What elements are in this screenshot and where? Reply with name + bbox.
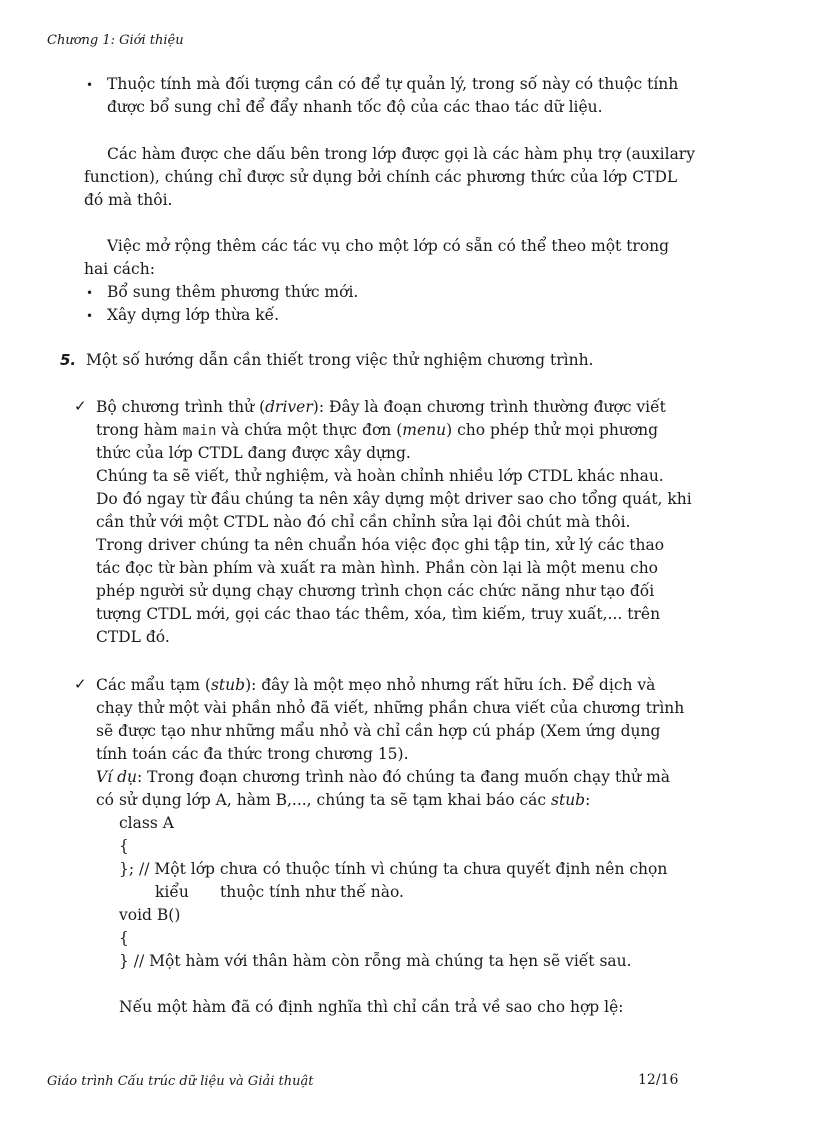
bullet-icon: • [86,309,94,323]
paragraph-line: Nếu một hàm đã có định nghĩa thì chỉ cần trả về sao cho hợp lệ: [119,998,624,1016]
section-number: 5. [60,351,77,369]
bullet-line: Xây dựng lớp thừa kế. [107,306,280,324]
bullet-line: Bổ sung thêm phương thức mới. [107,283,359,301]
check-item-line: sẽ được tạo như những mẩu nhỏ và chỉ cần hợp cú pháp (Xem ứng dụng [96,722,661,740]
check-item-line: tượng CTDL mới, gọi các thao tác thêm, xóa, tìm kiếm, truy xuất,... trên [96,605,661,623]
check-item-line: CTDL đó. [96,628,170,646]
paragraph-line: function), chúng chỉ được sử dụng bởi chính các phương thức của lớp CTDL [84,168,678,186]
bullet-line: được bổ sung chỉ để đẩy nhanh tốc độ của các thao tác dữ liệu. [107,98,603,116]
check-item-line: thức của lớp CTDL đang được xây dựng. [96,444,411,462]
running-header: Chương 1: Giới thiệu [47,33,184,48]
example-line: Ví dụ: Trong đoạn chương trình nào đó chúng ta đang muốn chạy thử mà [96,768,671,786]
checkmark-icon: ✓ [74,675,87,693]
check-item-line: cần thử với một CTDL nào đó chỉ cần chỉnh sửa lại đôi chút mà thôi. [96,513,631,531]
bullet-line: Thuộc tính mà đối tượng cần có để tự quản lý, trong số này có thuộc tính [107,75,679,93]
code-line: void B() [119,906,181,924]
page-number: 12/16 [638,1072,679,1088]
check-item-line: tính toán các đa thức trong chương 15). [96,745,409,763]
check-item-line: Các mẩu tạm (stub): đây là một mẹo nhỏ nhưng rất hữu ích. Để dịch và [96,676,656,694]
bullet-icon: • [86,286,94,300]
code-line: kiểu [155,883,189,901]
code-line: } // Một hàm với thân hàm còn rỗng mà chúng ta hẹn sẽ viết sau. [119,952,632,970]
check-item-line: Do đó ngay từ đầu chúng ta nên xây dựng một driver sao cho tổng quát, khi [96,490,692,508]
check-item-line: Bộ chương trình thử (driver): Đây là đoạn chương trình thường được viết [96,398,666,416]
paragraph-line: Các hàm được che dấu bên trong lớp được gọi là các hàm phụ trợ (auxilary [107,145,695,163]
code-line: }; // Một lớp chưa có thuộc tính vì chúng ta chưa quyết định nên chọn [119,860,668,878]
code-line: { [119,837,129,855]
paragraph-line: hai cách: [84,260,155,278]
paragraph-line: đó mà thôi. [84,191,173,209]
check-item-line: chạy thử một vài phần nhỏ đã viết, những phần chưa viết của chương trình [96,699,685,717]
code-line: thuộc tính như thế nào. [220,883,404,901]
code-main: main [182,423,217,439]
check-item-line: tác đọc từ bàn phím và xuất ra màn hình. Phần còn lại là một menu cho [96,559,659,577]
example-label: Ví dụ [96,768,137,786]
bullet-icon: • [86,78,94,92]
paragraph-line: Việc mở rộng thêm các tác vụ cho một lớp có sẵn có thể theo một trong [107,237,670,255]
check-item-line: Trong driver chúng ta nên chuẩn hóa việc đọc ghi tập tin, xử lý các thao [96,536,665,554]
example-line: có sử dụng lớp A, hàm B,..., chúng ta sẽ tạm khai báo các stub: [96,791,591,809]
check-item-line: phép người sử dụng chạy chương trình chọn các chức năng như tạo đối [96,582,655,600]
code-line: class A [119,814,174,832]
check-item-line: trong hàm main và chứa một thực đơn (menu) cho phép thử mọi phương [96,421,659,439]
code-line: { [119,929,129,947]
section-title: Một số hướng dẫn cần thiết trong việc thử nghiệm chương trình. [86,351,594,369]
checkmark-icon: ✓ [74,397,87,415]
check-item-line: Chúng ta sẽ viết, thử nghiệm, và hoàn chỉnh nhiều lớp CTDL khác nhau. [96,467,664,485]
footer-title: Giáo trình Cấu trúc dữ liệu và Giải thuật [47,1074,314,1089]
